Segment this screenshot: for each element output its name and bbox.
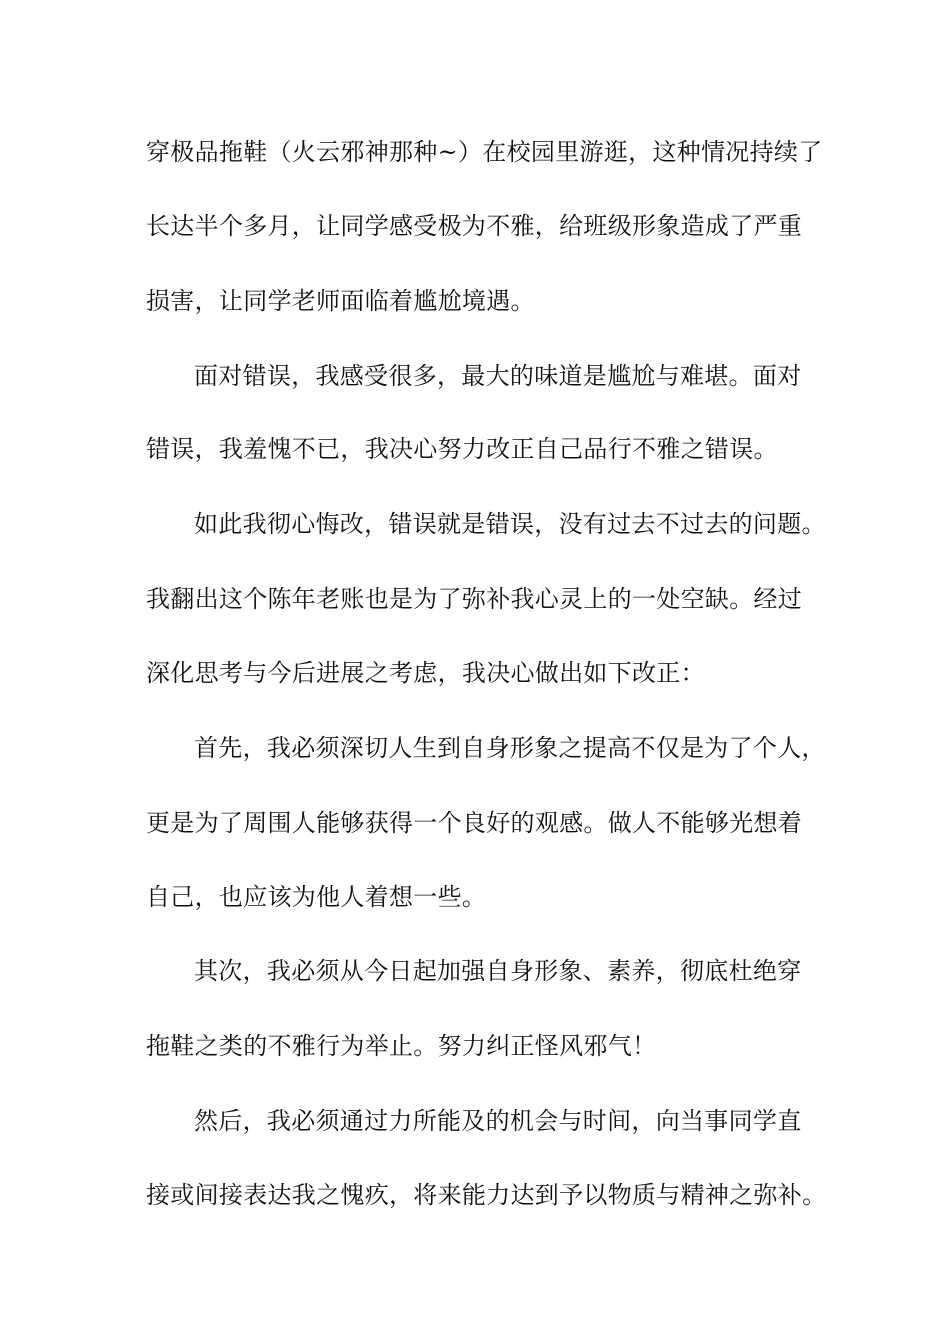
text-line: 穿极品拖鞋（火云邪神那种~）在校园里游逛，这种情况持续了 (146, 138, 823, 166)
text-line: 深化思考与今后进展之考虑，我决心做出如下改正： (146, 659, 705, 687)
paragraph-start-line: 然后，我必须通过力所能及的机会与时间，向当事同学直 (194, 1107, 802, 1135)
text-line: 长达半个多月，让同学感受极为不雅，给班级形象造成了严重 (146, 212, 803, 240)
paragraph-start-line: 面对错误，我感受很多，最大的味道是尴尬与难堪。面对 (194, 362, 802, 390)
text-line: 拖鞋之类的不雅行为举止。努力纠正怪风邪气！ (146, 1032, 657, 1060)
paragraph-start-line: 其次，我必须从今日起加强自身形象、素养，彻底杜绝穿 (194, 957, 802, 985)
text-line: 接或间接表达我之愧疚，将来能力达到予以物质与精神之弥补。 (146, 1181, 827, 1209)
text-line: 自己，也应该为他人着想一些。 (146, 883, 487, 911)
text-line: 我翻出这个陈年老账也是为了弥补我心灵上的一处空缺。经过 (146, 585, 803, 613)
paragraph-start-line: 首先，我必须深切人生到自身形象之提高不仅是为了个人， (194, 734, 826, 762)
text-line: 损害，让同学老师面临着尴尬境遇。 (146, 287, 535, 315)
paragraph-start-line: 如此我彻心悔改，错误就是错误，没有过去不过去的问题。 (194, 510, 826, 538)
text-line: 更是为了周围人能够获得一个良好的观感。做人不能够光想着 (146, 809, 803, 837)
text-line: 错误，我羞愧不已，我决心努力改正自己品行不雅之错误。 (146, 435, 778, 463)
